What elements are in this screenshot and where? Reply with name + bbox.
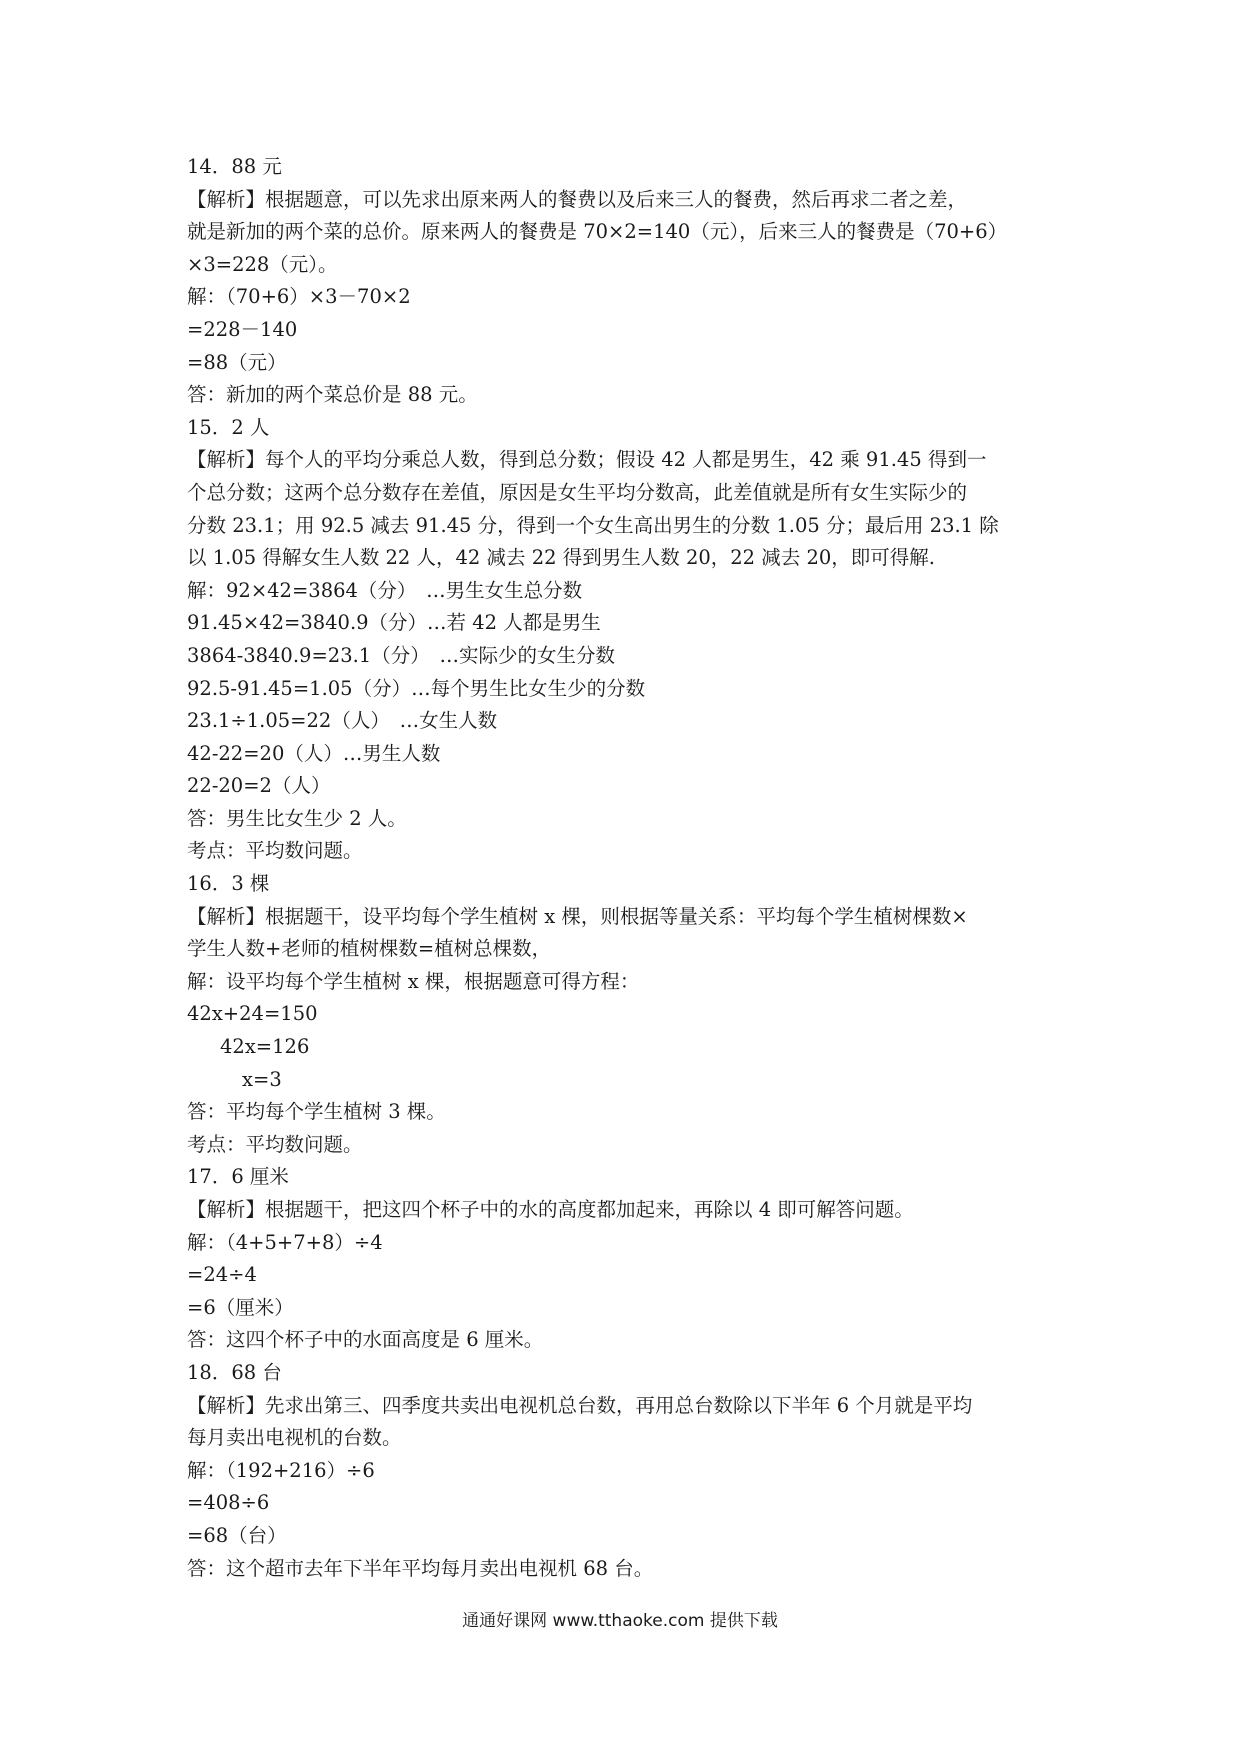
text-line: =228－140	[187, 317, 298, 341]
page-footer: 通通好课网 www.tthaoke.com 提供下载	[462, 1611, 778, 1631]
text-line: 【解析】每个人的平均分乘总人数，得到总分数；假设 42 人都是男生，42 乘 91.45 得到一	[187, 448, 987, 472]
text-line: 解：设平均每个学生植树 x 棵，根据题意可得方程：	[187, 969, 640, 993]
text-line: =24÷4	[187, 1263, 257, 1287]
text-line: 答：新加的两个菜总价是 88 元。	[187, 383, 478, 407]
question-16-heading: 16．3 棵	[187, 872, 270, 896]
text-line: 答：这个超市去年下半年平均每月卖出电视机 68 台。	[187, 1556, 654, 1580]
text-line: 【解析】根据题干，把这四个杯子中的水的高度都加起来，再除以 4 即可解答问题。	[187, 1198, 914, 1221]
text-line: 22-20=2（人）	[187, 774, 331, 798]
text-line: 【解析】根据题干，设平均每个学生植树 x 棵，则根据等量关系：平均每个学生植树棵数×	[187, 904, 968, 928]
text-line: =6（厘米）	[187, 1295, 294, 1319]
text-line: 考点：平均数问题。	[187, 839, 363, 863]
text-line: 就是新加的两个菜的总价。原来两人的餐费是 70×2=140（元），后来三人的餐费是（70+6）	[187, 220, 1008, 244]
text-line: 分数 23.1；用 92.5 减去 91.45 分，得到一个女生高出男生的分数 1.05 分；最后用 23.1 除	[187, 513, 999, 537]
text-line: 答：这四个杯子中的水面高度是 6 厘米。	[187, 1328, 544, 1352]
text-line: 42-22=20（人）…男生人数	[187, 741, 441, 765]
text-line: 答：男生比女生少 2 人。	[187, 806, 407, 830]
text-line: 解：（192+216）÷6	[187, 1458, 375, 1482]
question-15-heading: 15．2 人	[187, 415, 270, 439]
text-line: 【解析】先求出第三、四季度共卖出电视机总台数，再用总台数除以下半年 6 个月就是平均	[187, 1393, 973, 1417]
text-line: 3864-3840.9=23.1（分） …实际少的女生分数	[187, 643, 615, 667]
question-17-heading: 17．6 厘米	[187, 1165, 289, 1189]
text-line: =88（元）	[187, 350, 287, 374]
text-line: 91.45×42=3840.9（分）…若 42 人都是男生	[187, 611, 601, 635]
text-line: 解：92×42=3864（分） …男生女生总分数	[187, 578, 583, 602]
text-line: =408÷6	[187, 1491, 270, 1515]
text-line: ×3=228（元）。	[187, 252, 338, 276]
text-line: 【解析】根据题意，可以先求出原来两人的餐费以及后来三人的餐费，然后再求二者之差，	[187, 187, 968, 211]
text-line: 以 1.05 得解女生人数 22 人，42 减去 22 得到男生人数 20，22 减去 20，即可得解.	[187, 546, 935, 570]
equation-line: x=3	[242, 1067, 282, 1091]
question-18-heading: 18．68 台	[187, 1360, 282, 1384]
text-line: =68（台）	[187, 1523, 287, 1547]
text-line: 23.1÷1.05=22（人） …女生人数	[187, 709, 498, 733]
text-line: 考点：平均数问题。	[187, 1132, 363, 1156]
text-line: 每月卖出电视机的台数。	[187, 1426, 402, 1450]
text-line: 92.5-91.45=1.05（分）…每个男生比女生少的分数	[187, 676, 646, 700]
text-line: 解：（70+6）×3－70×2	[187, 285, 411, 309]
equation-line: 42x=126	[220, 1035, 310, 1059]
answer-text-block	[187, 151, 1067, 1585]
question-14-heading: 14．88 元	[187, 155, 282, 178]
equation-line: 42x+24=150	[187, 1002, 318, 1026]
text-line: 解：（4+5+7+8）÷4	[187, 1230, 383, 1254]
text-line: 个总分数；这两个总分数存在差值，原因是女生平均分数高，此差值就是所有女生实际少的	[187, 480, 968, 504]
text-line: 学生人数+老师的植树棵数=植树总棵数，	[187, 937, 552, 961]
text-line: 答：平均每个学生植树 3 棵。	[187, 1100, 446, 1124]
